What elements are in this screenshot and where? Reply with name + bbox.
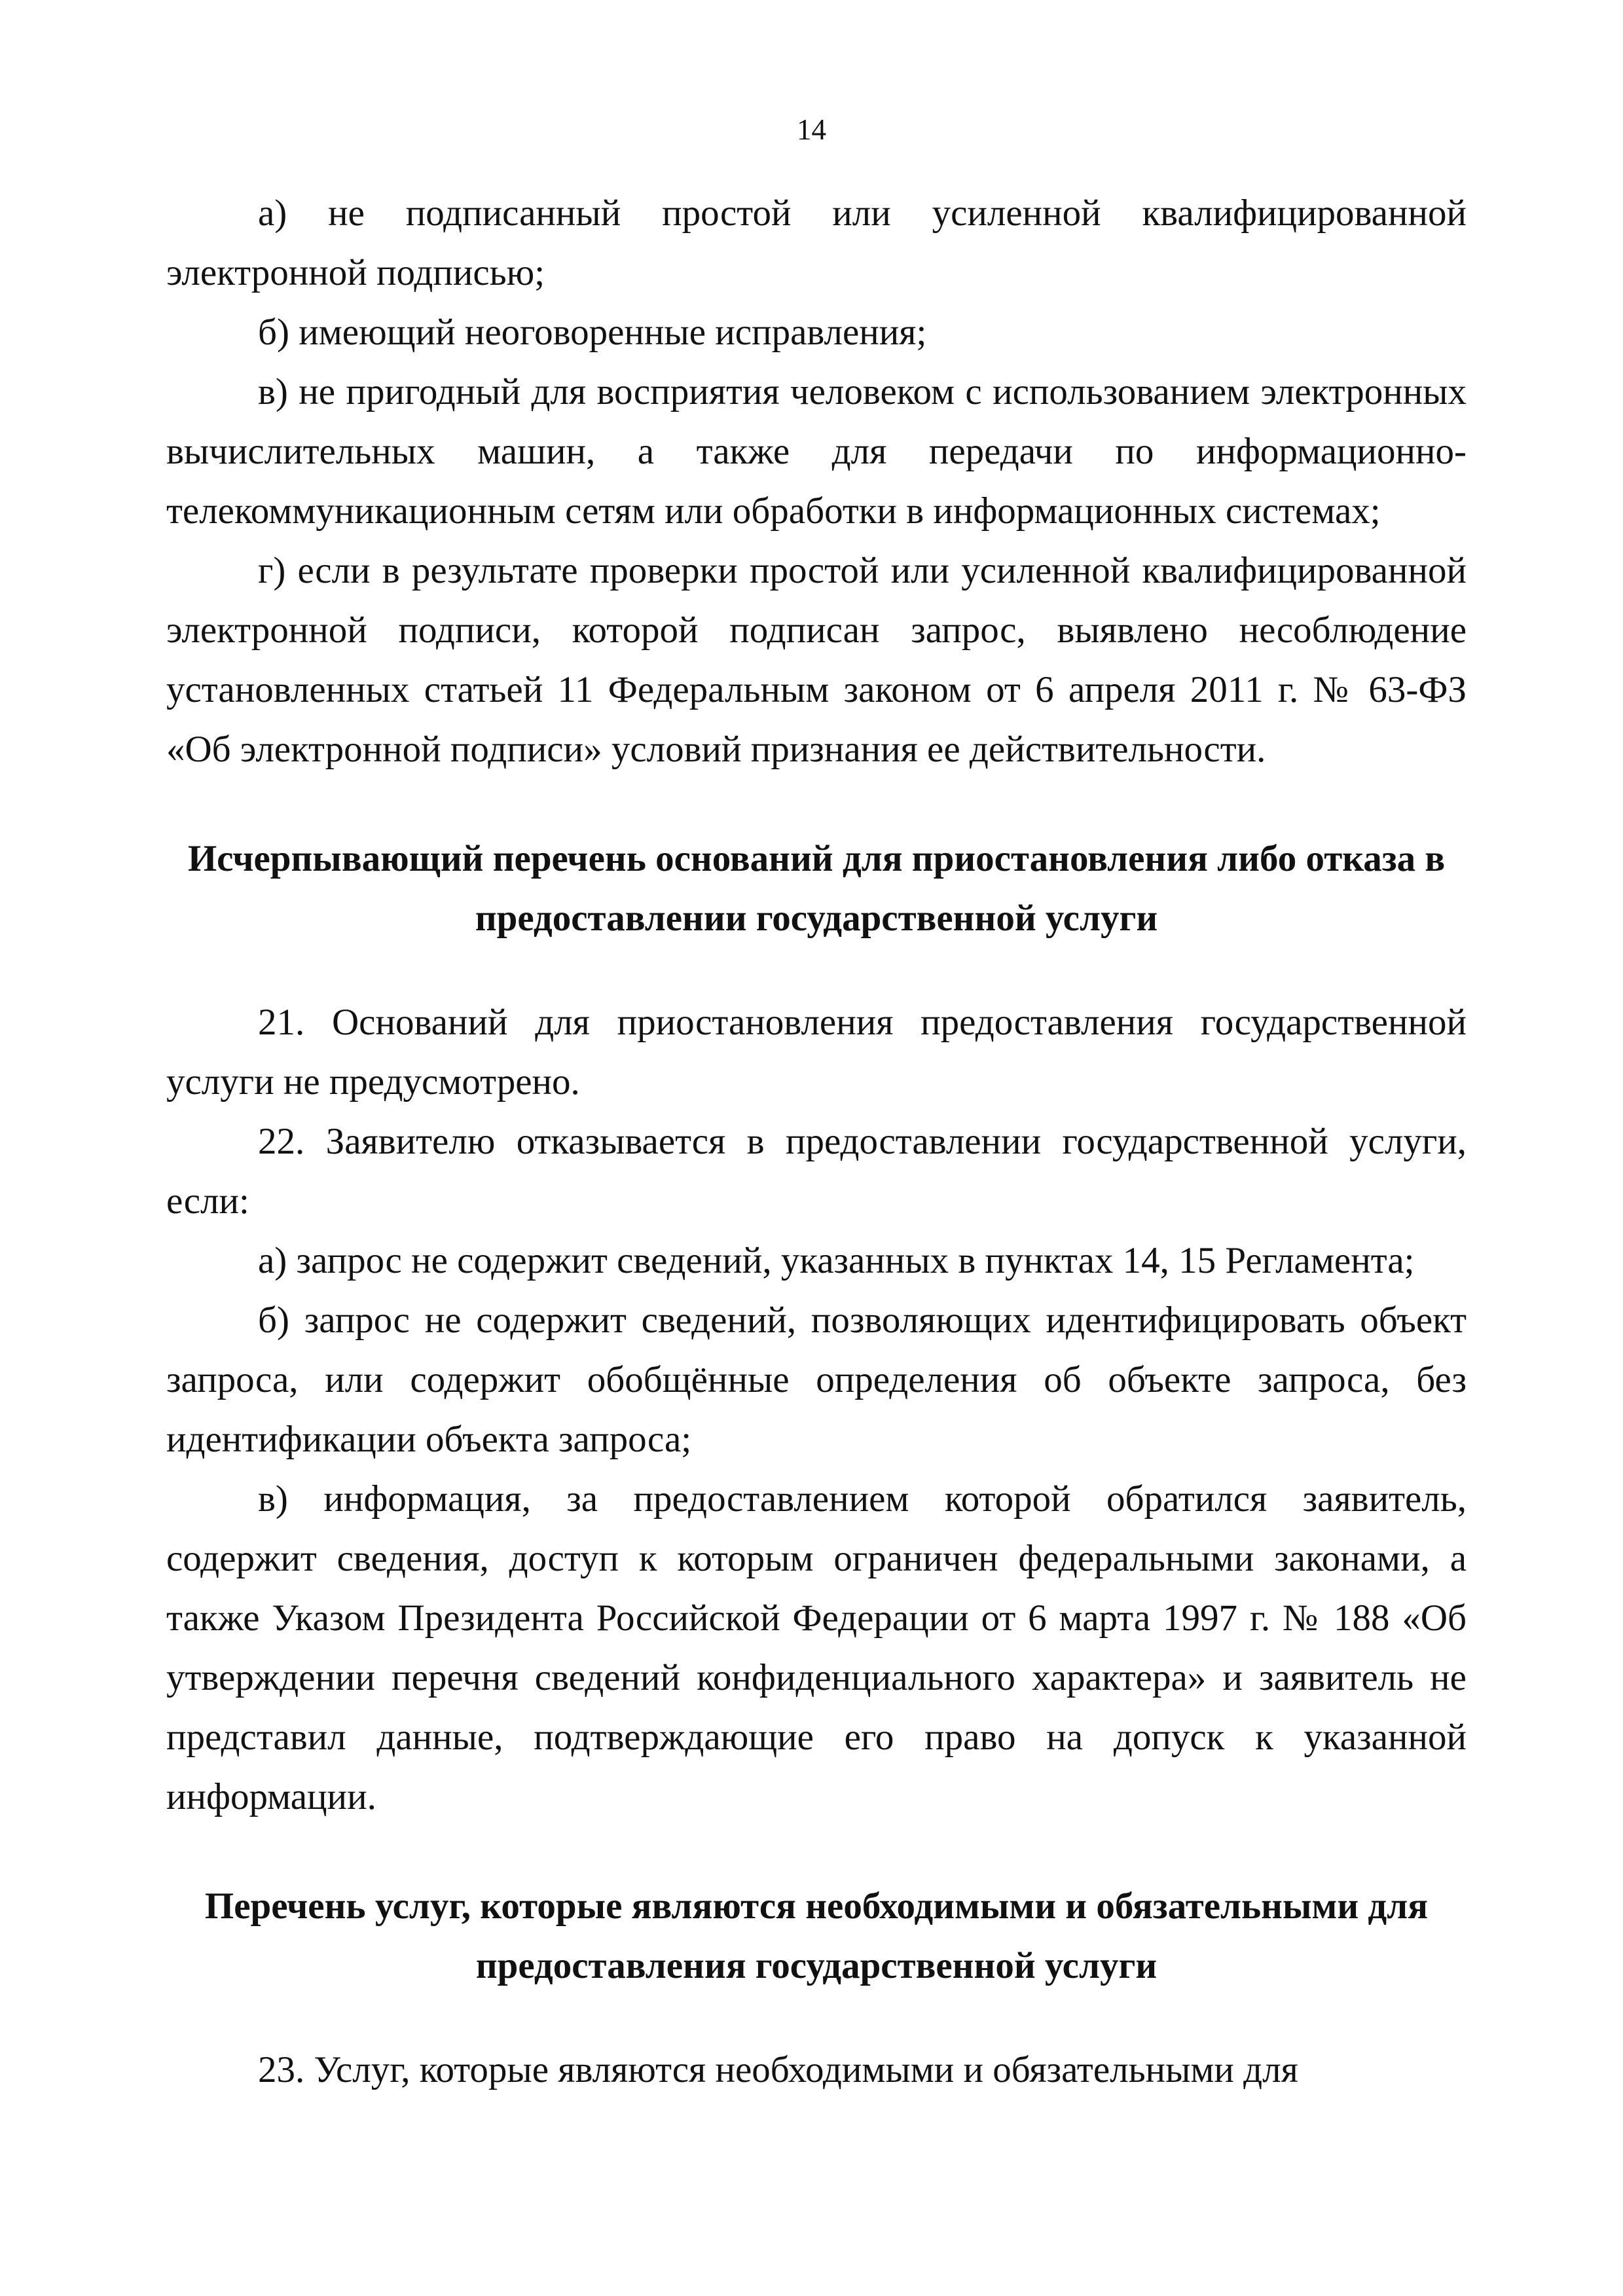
paragraph-22-item-b: б) запрос не содержит сведений, позволяющих идентифицировать объект запроса, или содержит обобщённые определения об объекте запроса, без идентификации объекта запроса; — [166, 1300, 1467, 1460]
document-body — [166, 183, 1467, 2100]
paragraph-item-v-unreadable: в) не пригодный для восприятия человеком с использованием электронных вычислительных машин, а также для передачи по информационно-телекоммуникационным сетям или обработки в информационных системах; — [166, 371, 1467, 532]
paragraph-21: 21. Оснований для приостановления предоставления государственной услуги не предусмотрено. — [166, 1002, 1467, 1102]
paragraph-22-item-a: а) запрос не содержит сведений, указанных в пунктах 14, 15 Регламента; — [258, 1240, 1415, 1281]
paragraph-22-item-v: в) информация, за предоставлением которой обратился заявитель, содержит сведения, доступ к которым ограничен федеральными законами, а также Указом Президента Российской Федерации от 6 марта 1997 г. № 188 «Об утверждении перечня сведений конфиденциального характера» и заявитель не представил данные, подтверждающие его право на допуск к указанной информации. — [166, 1478, 1467, 1817]
page-number: 14 — [797, 113, 826, 146]
paragraph-item-a-signature: а) не подписанный простой или усиленной квалифицированной электронной подписью; — [166, 192, 1467, 293]
paragraph-item-g-signature-check: г) если в результате проверки простой или усиленной квалифицированной электронной подписи, которой подписан запрос, выявлено несоблюдение установленных статьей 11 Федеральным законом от 6 апреля 2011 г. № 63-ФЗ «Об электронной подписи» условий признания ее действительности. — [166, 550, 1467, 770]
section-heading-refusal-grounds: Исчерпывающий перечень оснований для приостановления либо отказа в предоставлении государственной услуги — [187, 838, 1446, 939]
paragraph-item-b-corrections: б) имеющий неоговоренные исправления; — [258, 312, 927, 353]
paragraph-23: 23. Услуг, которые являются необходимыми и обязательными для — [258, 2049, 1298, 2090]
paragraph-22: 22. Заявителю отказывается в предоставлении государственной услуги, если: — [166, 1121, 1467, 1222]
section-heading-required-services: Перечень услуг, которые являются необходимыми и обязательными для предоставления государственной услуги — [204, 1886, 1429, 1986]
